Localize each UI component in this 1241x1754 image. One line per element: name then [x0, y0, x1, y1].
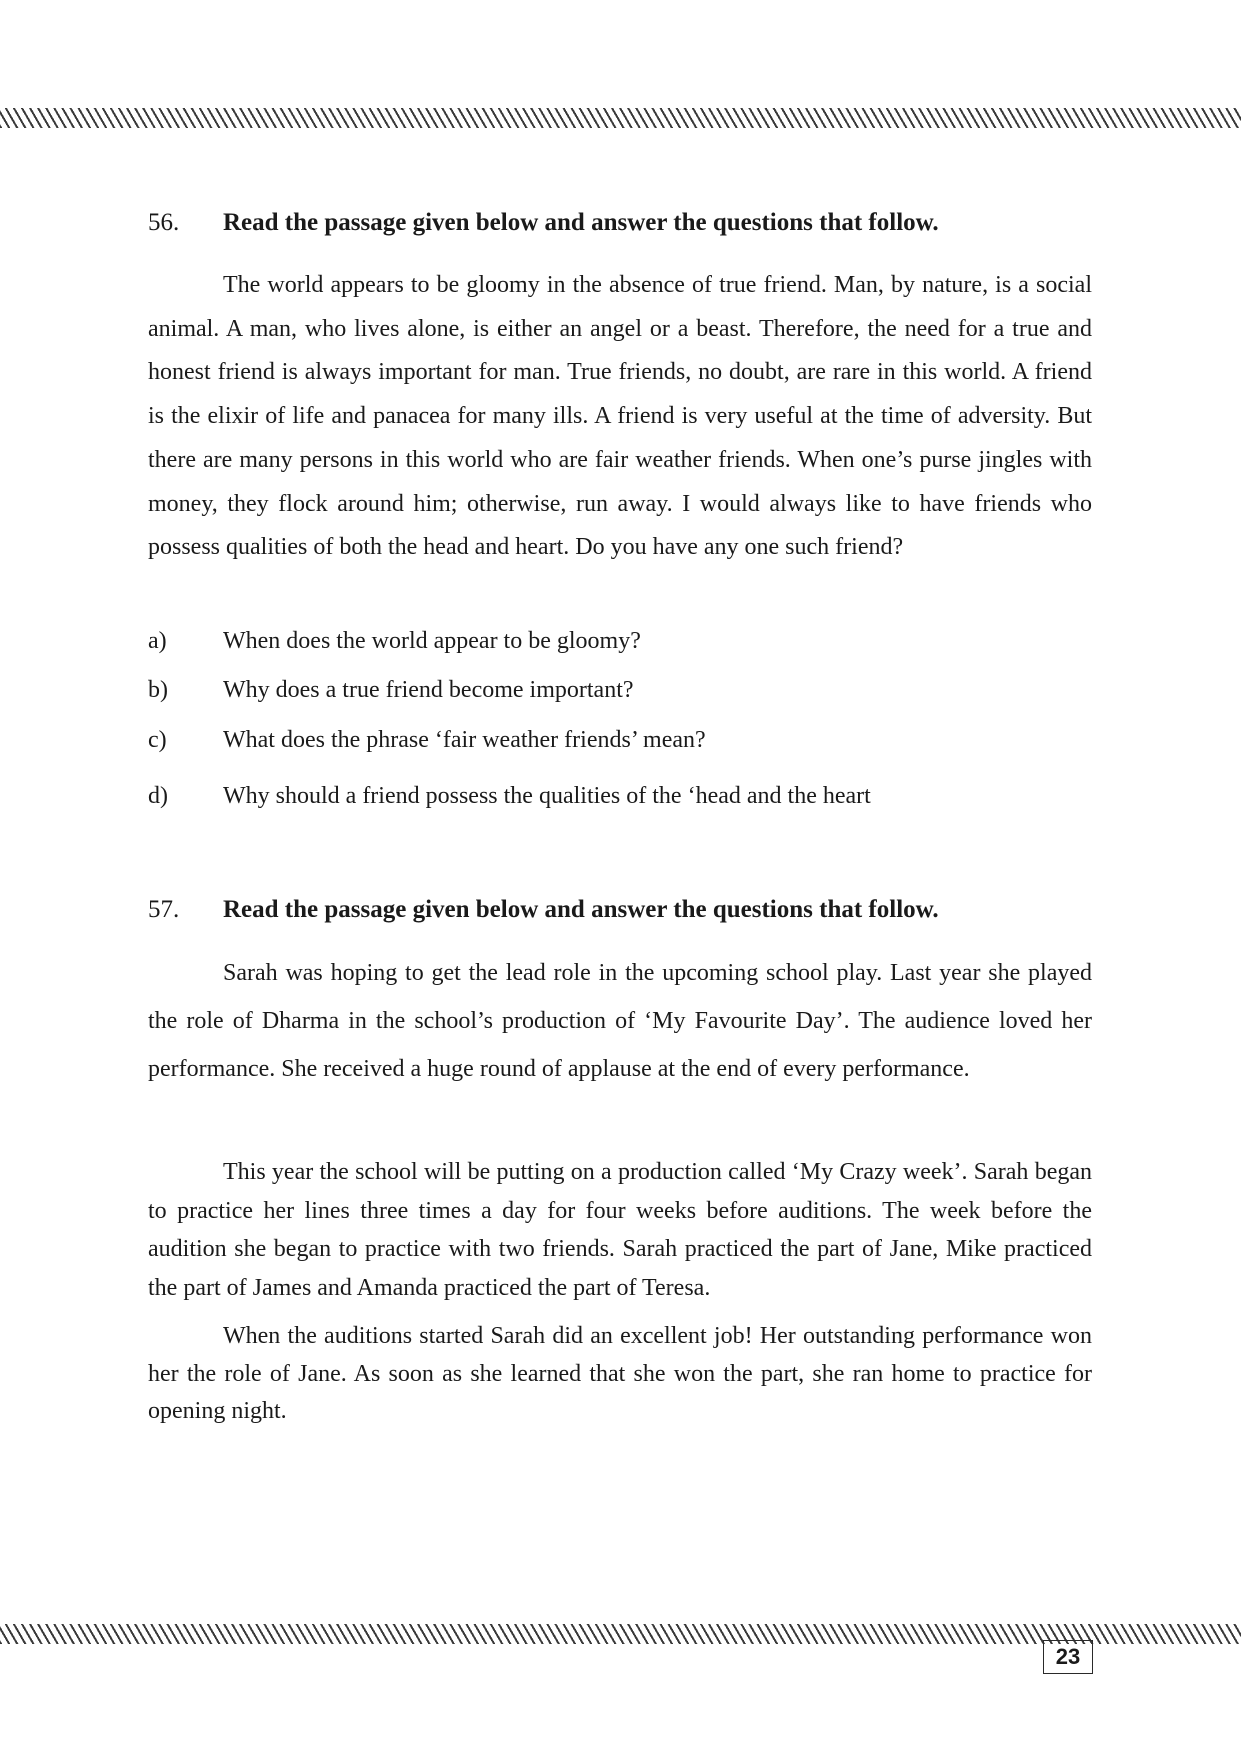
sub-question-letter: a) — [148, 628, 167, 654]
sub-question-text: Why should a friend possess the qualities of the ‘head and the heart — [223, 783, 871, 809]
passage-57-paragraph-3: When the auditions started Sarah did an excellent job! Her outstanding performance won her the role of Jane. As soon as she learned that she won the part, she ran home to practice for opening night. — [148, 1323, 1092, 1424]
sub-question-letter: c) — [148, 727, 167, 753]
question-instruction: Read the passage given below and answer the questions that follow. — [223, 896, 939, 923]
page-number: 23 — [1043, 1640, 1093, 1674]
question-number: 56. — [148, 209, 180, 236]
passage-56: The world appears to be gloomy in the absence of true friend. Man, by nature, is a social animal. A man, who lives alone, is either an angel or a beast. Therefore, the need for a true and honest friend is always important for man. True friends, no doubt, are rare in this world. A friend is the elixir of life and panacea for many ills. A friend is very useful at the time of adversity. But there are many persons in this world who are fair weather friends. When one’s purse jingles with money, they flock around him; otherwise, run away. I would always like to have friends who possess qualities of both the head and heart. Do you have any one such friend? — [148, 272, 1092, 561]
top-decorative-band — [0, 108, 1241, 128]
sub-question-text: What does the phrase ‘fair weather friends’ mean? — [223, 727, 706, 753]
sub-question-letter: b) — [148, 677, 168, 703]
passage-57-paragraph-1: Sarah was hoping to get the lead role in the upcoming school play. Last year she played the role of Dharma in the school’s production of ‘My Favourite Day’. The audience loved her performance. She received a huge round of applause at the end of every performance. — [148, 960, 1092, 1082]
sub-question-text: When does the world appear to be gloomy? — [223, 628, 641, 654]
sub-question-letter: d) — [148, 783, 168, 809]
sub-question-text: Why does a true friend become important? — [223, 677, 634, 703]
passage-57-paragraph-2: This year the school will be putting on a production called ‘My Crazy week’. Sarah began to practice her lines three times a day for four weeks before auditions. The week before the audition she began to practice with two friends. Sarah practiced the part of Jane, Mike practiced the part of James and Amanda practiced the part of Teresa. — [148, 1159, 1092, 1301]
question-instruction: Read the passage given below and answer the questions that follow. — [223, 209, 939, 236]
question-number: 57. — [148, 896, 180, 923]
